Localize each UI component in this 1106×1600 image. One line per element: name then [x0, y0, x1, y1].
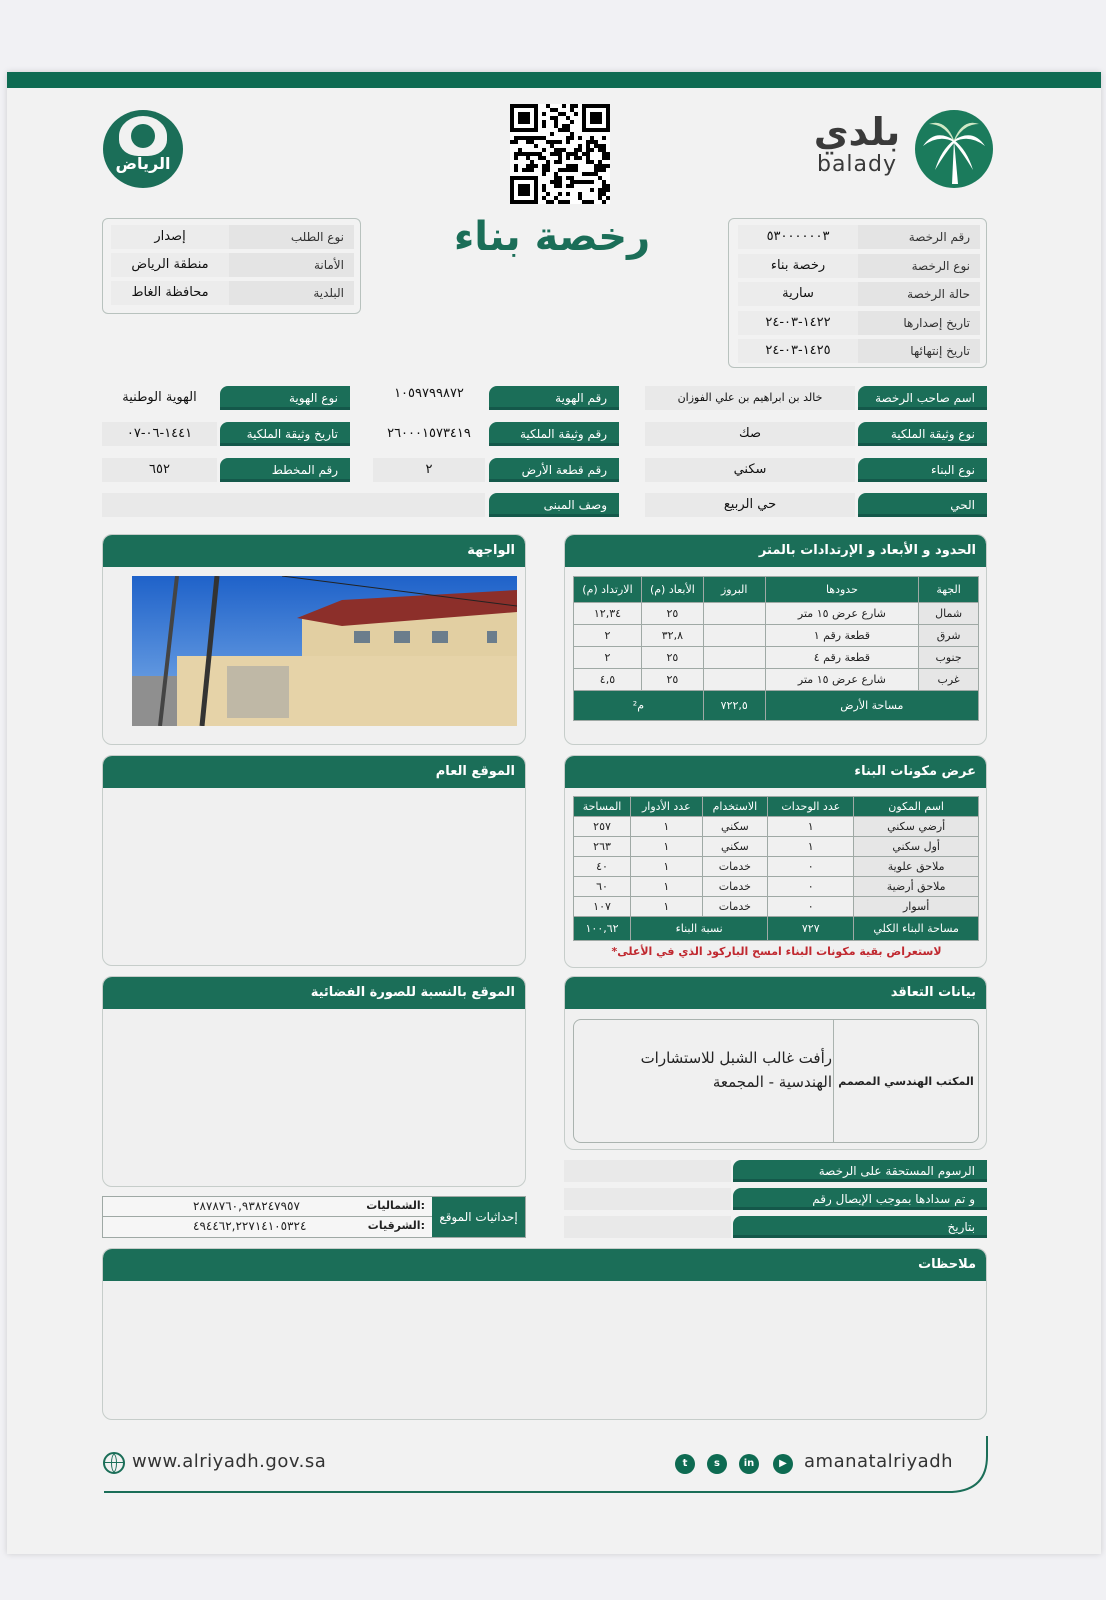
fee-label: و تم سدادها بموجب الإيصال رقم [733, 1188, 987, 1210]
components-note: *لاستعراض بقية مكونات البناء امسح الباركود الذي في الأعلى [611, 945, 942, 958]
components-cell: أرضي سكني [854, 817, 979, 837]
boundaries-cell [703, 669, 765, 691]
building-type-label: نوع البناء [858, 458, 987, 482]
id-type: الهوية الوطنية [122, 390, 197, 405]
license-field-value: ١٤٢٥-٠٣-٢٤ [738, 339, 858, 363]
components-header-cell: عدد الوحدات [768, 797, 854, 817]
boundaries-table [573, 576, 979, 721]
fee-value [564, 1160, 731, 1182]
boundaries-cell: قطعة رقم ٤ [765, 647, 919, 669]
components-cell: ٦٠ [574, 877, 631, 897]
general-location-panel [102, 755, 526, 966]
boundaries-header-cell: الارتداد (م) [574, 577, 642, 603]
components-header-cell: المساحة [574, 797, 631, 817]
north-value: ٢٨٧٨٧٦٠,٩٣٨٢٤٧٩٥٧ [193, 1199, 300, 1213]
components-cell: ٠ [768, 857, 854, 877]
deed-type: صك [645, 422, 855, 446]
district-label: الحي [858, 493, 987, 517]
boundaries-cell: ٢ [574, 625, 642, 647]
boundaries-cell: قطعة رقم ١ [765, 625, 919, 647]
components-cell: أسوار [854, 897, 979, 917]
components-row [574, 897, 979, 917]
globe-icon [103, 1452, 125, 1474]
boundaries-cell: غرب [919, 669, 979, 691]
deed-date-label: تاريخ وثيقة الملكية [220, 422, 350, 446]
website-link[interactable]: www.alriyadh.gov.sa [132, 1451, 327, 1472]
satellite-title: الموقع بالنسبة للصورة الفضائية [103, 977, 525, 1009]
owner-name-label: اسم صاحب الرخصة [858, 386, 987, 410]
components-cell: ٤٠ [574, 857, 631, 877]
boundaries-cell: ٣٢,٨ [641, 625, 703, 647]
request-info-box [102, 218, 361, 314]
youtube-icon[interactable]: ▶ [773, 1454, 793, 1474]
request-field-label: نوع الطلب [229, 225, 354, 249]
building-ratio-value: ١٠٠,٦٢ [574, 917, 631, 941]
district: حي الربيع [645, 493, 855, 517]
id-type-label: نوع الهوية [220, 386, 350, 410]
designer-office-line1: رأفت غالب الشبل للاستشارات [640, 1049, 832, 1067]
request-field-label: الأمانة [229, 253, 354, 277]
boundaries-cell [703, 647, 765, 669]
land-area-value: ٧٢٢,٥ [703, 691, 765, 721]
components-cell: ١ [631, 817, 702, 837]
designer-office-label: المكتب الهندسي المصمم [833, 1020, 978, 1143]
plot-number-label: رقم قطعة الأرض [489, 458, 619, 482]
id-number: ١٠٥٩٧٩٩٨٧٢ [394, 386, 464, 401]
license-info-box [728, 218, 987, 368]
components-table [573, 796, 979, 941]
license-field-label: رقم الرخصة [858, 225, 980, 249]
request-field-value: محافظة الغاط [111, 281, 229, 305]
designer-office-line2: الهندسية - المجمعة [712, 1073, 832, 1091]
license-field-value: سارية [738, 282, 858, 306]
components-title: عرض مكونات البناء [565, 756, 986, 788]
boundaries-cell: ٢ [574, 647, 642, 669]
request-field-value: منطقة الرياض [111, 253, 229, 277]
land-area-unit: م² [574, 691, 704, 721]
components-row [574, 877, 979, 897]
boundaries-cell: ٢٥ [641, 603, 703, 625]
boundaries-header-cell: الجهة [919, 577, 979, 603]
fee-value [564, 1216, 731, 1238]
components-cell: ٢٦٣ [574, 837, 631, 857]
boundaries-cell: ٢٥ [641, 647, 703, 669]
license-document [7, 72, 1101, 1554]
plan-number: ٦٥٢ [102, 458, 217, 482]
boundaries-title: الحدود و الأبعاد و الإرتدادات بالمتر [565, 535, 986, 567]
license-field-label: تاريخ إصدارها [858, 311, 980, 335]
components-header-row [574, 797, 979, 817]
components-cell: ٢٥٧ [574, 817, 631, 837]
fee-label: الرسوم المستحقة على الرخصة [733, 1160, 987, 1182]
total-area-label: مساحة البناء الكلي [854, 917, 979, 941]
components-cell: ٠ [768, 877, 854, 897]
components-cell: ١ [631, 837, 702, 857]
components-cell: ١٠٧ [574, 897, 631, 917]
components-cell: سكني [702, 837, 768, 857]
qr-code[interactable] [510, 104, 610, 204]
coordinates-box [102, 1196, 526, 1238]
components-panel [564, 755, 987, 968]
components-row [574, 857, 979, 877]
boundaries-cell [703, 625, 765, 647]
north-label: الشماليات: [366, 1199, 425, 1212]
components-cell: سكني [702, 817, 768, 837]
building-type: سكني [645, 458, 855, 482]
land-area-label: مساحة الأرض [765, 691, 978, 721]
boundaries-panel [564, 534, 987, 745]
license-field-label: تاريخ إنتهائها [858, 339, 980, 363]
components-row [574, 837, 979, 857]
linkedin-icon[interactable]: in [739, 1454, 759, 1474]
boundaries-cell: شمال [919, 603, 979, 625]
components-header-cell: الاستخدام [702, 797, 768, 817]
coordinates-title: إحداثيات الموقع [432, 1197, 525, 1237]
boundaries-cell: شارع عرض ١٥ متر [765, 669, 919, 691]
license-field-label: نوع الرخصة [858, 254, 980, 278]
boundaries-cell: شرق [919, 625, 979, 647]
plan-number-label: رقم المخطط [220, 458, 350, 482]
general-location-title: الموقع العام [103, 756, 525, 788]
boundaries-row [574, 669, 979, 691]
deed-number: ٢٦٠٠٠١٥٧٣٤١٩ [387, 426, 471, 441]
page-title: رخصة بناء [453, 214, 651, 260]
snapchat-icon[interactable]: s [707, 1454, 727, 1474]
boundaries-cell: شارع عرض ١٥ متر [765, 603, 919, 625]
boundaries-cell [703, 603, 765, 625]
components-cell: خدمات [702, 857, 768, 877]
license-field-label: حالة الرخصة [858, 282, 980, 306]
deed-type-label: نوع وثيقة الملكية [858, 422, 987, 446]
facade-photo [132, 576, 517, 726]
boundaries-header-row [574, 577, 979, 603]
boundaries-cell: جنوب [919, 647, 979, 669]
twitter-icon[interactable]: t [675, 1454, 695, 1474]
components-cell: ٠ [768, 897, 854, 917]
boundaries-header-cell: حدودها [765, 577, 919, 603]
contract-title: بيانات التعاقد [565, 977, 986, 1009]
deed-number-label: رقم وثيقة الملكية [489, 422, 619, 446]
boundaries-row [574, 603, 979, 625]
deed-date: ١٤٤١-٠٦-٠٧ [102, 422, 217, 446]
top-color-bar [7, 72, 1101, 88]
components-cell: ملاحق علوية [854, 857, 979, 877]
components-cell: ١ [631, 857, 702, 877]
building-description [102, 493, 485, 517]
building-ratio-label: نسبة البناء [631, 917, 768, 941]
request-field-label: البلدية [229, 281, 354, 305]
id-number-label: رقم الهوية [489, 386, 619, 410]
boundaries-row [574, 647, 979, 669]
license-field-value: رخصة بناء [738, 254, 858, 278]
license-field-value: ١٤٢٢-٠٣-٢٤ [738, 311, 858, 335]
components-cell: أول سكني [854, 837, 979, 857]
total-area-value: ٧٢٧ [768, 917, 854, 941]
land-area-row [574, 691, 979, 721]
notes-title: ملاحظات [103, 1249, 986, 1281]
contract-panel [564, 976, 987, 1150]
components-cell: ملاحق أرضية [854, 877, 979, 897]
building-description-label: وصف المبنى [489, 493, 619, 517]
riyadh-municipality-logo: الرياض [103, 110, 183, 188]
components-cell: خدمات [702, 877, 768, 897]
fee-value [564, 1188, 731, 1210]
east-label: الشرقيات: [367, 1219, 425, 1232]
request-field-value: إصدار [111, 225, 229, 249]
balady-brand-ar: بلدي [813, 110, 901, 154]
balady-brand-en: balady [816, 152, 898, 177]
facade-title: الواجهة [103, 535, 525, 567]
components-cell: ١ [631, 877, 702, 897]
components-row [574, 817, 979, 837]
boundaries-header-cell: البروز [703, 577, 765, 603]
satellite-panel [102, 976, 526, 1187]
boundaries-row [574, 625, 979, 647]
components-cell: خدمات [702, 897, 768, 917]
fee-label: بتاريخ [733, 1216, 987, 1238]
components-total-row [574, 917, 979, 941]
boundaries-cell: ١٢,٣٤ [574, 603, 642, 625]
components-header-cell: اسم المكون [854, 797, 979, 817]
boundaries-cell: ٢٥ [641, 669, 703, 691]
boundaries-cell: ٤,٥ [574, 669, 642, 691]
balady-palm-logo [915, 110, 993, 188]
notes-panel [102, 1248, 987, 1420]
boundaries-header-cell: الأبعاد (م) [641, 577, 703, 603]
license-field-value: ٥٣٠٠٠٠٠٠٣ [738, 225, 858, 249]
owner-name: خالد بن ابراهيم بن علي الفوزان [645, 386, 855, 410]
components-cell: ١ [768, 817, 854, 837]
components-cell: ١ [631, 897, 702, 917]
east-value: ٤٩٤٤٦٢,٢٢٧١٤١٠٥٣٢٤ [193, 1219, 307, 1233]
facade-panel [102, 534, 526, 745]
plot-number: ٢ [373, 458, 485, 482]
social-handle[interactable]: amanatalriyadh [804, 1451, 954, 1472]
components-cell: ١ [768, 837, 854, 857]
components-header-cell: عدد الأدوار [631, 797, 702, 817]
